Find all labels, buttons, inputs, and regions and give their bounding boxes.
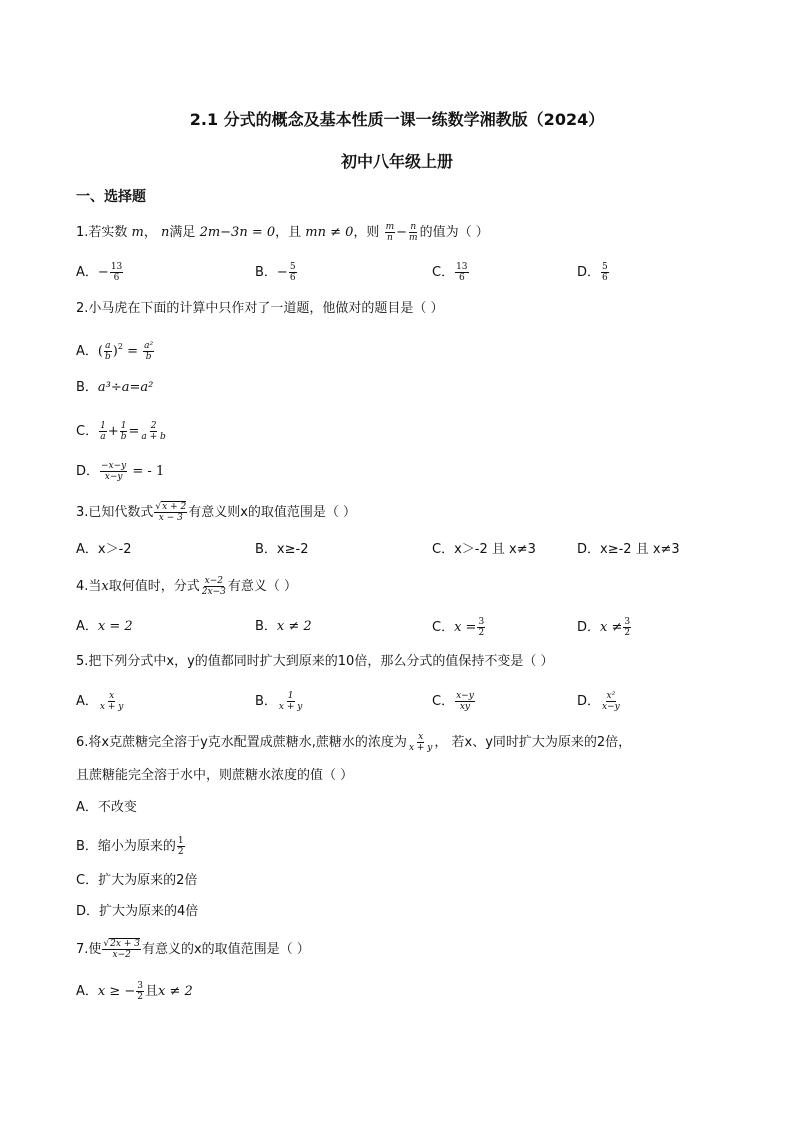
q4-option-a: A．x = 2 [76, 619, 133, 634]
question-7: 7.使 $\frac{√2x + 3}{x-2}$ 有意义的x的取值范围是（ ） [76, 939, 310, 960]
q1-option-a: A．− $\frac{13}{6}$ [76, 262, 123, 283]
question-4: 4.当x取何值时，分式 $\frac{x-2}{2x-3}$ 有意义（ ） [76, 576, 297, 597]
q4-option-b: B．x ≠ 2 [255, 619, 312, 634]
q1-condition: 2m−3n = 0 [199, 225, 276, 240]
q2-a-fraction: $\frac{a}{b}$ [104, 341, 111, 362]
q6-fraction: $\frac{x}{x + y}$ [408, 732, 433, 753]
q5-d-fraction: $\frac{\text{x²}}{x-y}$ [602, 691, 620, 712]
q3-option-b: B．x≥-2 [255, 542, 309, 557]
q2-d-fraction: $\frac{-x-y}{x-y}$ [101, 461, 127, 482]
q4-fraction: $\frac{x-2}{2x-3}$ [201, 576, 226, 597]
document-subtitle: 初中八年级上册 [340, 152, 453, 171]
q6-option-a: A．不改变 [76, 800, 137, 815]
q1-text-2: 满足 [169, 225, 196, 240]
question-6-line-2: 且蔗糖能完全溶于水中，则蔗糖水浓度的值（ ） [76, 768, 354, 783]
q7-fraction: $\frac{√2x + 3}{x-2}$ [103, 939, 140, 960]
q1-fraction-2: $\frac{n}{m}$ [409, 222, 418, 243]
q1-fraction-1: $\frac{m}{n}$ [385, 222, 395, 243]
q6-option-b: B．缩小为原来的 $\frac{1}{2}$ [76, 836, 184, 857]
q1-text-4: ，则 [353, 225, 380, 240]
q1-minus: − [396, 225, 408, 240]
q5-b-fraction: $\frac{1}{x + y}$ [278, 691, 303, 712]
q1-option-c: C． $\frac{13}{6}$ [432, 262, 468, 283]
q5-option-b: B． $\frac{1}{x + y}$ [255, 691, 303, 712]
q3-option-c: C．x＞-2 且 x≠3 [432, 542, 536, 557]
q1-var-m: m [131, 225, 144, 240]
q7-a-fraction: $\frac{3}{2}$ [137, 981, 144, 1002]
q1-condition-2: mn ≠ 0 [305, 225, 354, 240]
q3-option-a: A．x＞-2 [76, 542, 132, 557]
q6-b-fraction: $\frac{1}{2}$ [177, 836, 184, 857]
q2-option-c: C． $\frac{1}{a}$ + $\frac{1}{b}$ = $\frac{2}{a + b}$ [76, 421, 166, 442]
section-heading: 一、选择题 [76, 189, 146, 205]
q1-comma: ， [143, 225, 157, 240]
q5-option-d: D． $\frac{\text{x²}}{x-y}$ [577, 691, 620, 712]
q7-option-a: A．x ≥ − $\frac{3}{2}$ 且x ≠ 2 [76, 981, 193, 1002]
question-6: 6.将x克蔗糖完全溶于y克水配置成蔗糖水,蔗糖水的浓度为 $\frac{x}{x + y}$ ， 若x、y同时扩大为原来的2倍， [76, 732, 632, 753]
q2-c-fraction-2: $\frac{1}{b}$ [120, 421, 127, 442]
question-2: 2.小马虎在下面的计算中只作对了一道题，他做对的题目是（ ） [76, 301, 444, 316]
q2-option-b: B．a³÷a=a² [76, 380, 154, 395]
q5-c-fraction: $\frac{x-y}{xy}$ [456, 691, 474, 712]
q1-option-d-fraction: $\frac{5}{6}$ [602, 262, 608, 283]
q3-option-d: D．x≥-2 且 x≠3 [577, 542, 680, 557]
q2-c-result-fraction: $\frac{2}{a + b}$ [141, 421, 166, 442]
q4-d-fraction: $\frac{3}{2}$ [624, 617, 631, 638]
q2-a-result-fraction: $\frac{\text{a²}}{b}$ [144, 341, 154, 362]
question-5: 5.把下列分式中x，y的值都同时扩大到原来的10倍，那么分式的值保持不变是（ ） [76, 654, 554, 669]
q1-var-n: n [161, 225, 170, 240]
q5-a-fraction: $\frac{x}{x + y}$ [99, 691, 124, 712]
q1-option-d: D． $\frac{5}{6}$ [577, 262, 608, 283]
q6-option-c: C．扩大为原来的2倍 [76, 873, 198, 888]
q3-fraction: $\frac{√x + 2}{x - 3}$ [155, 502, 187, 523]
q1-option-c-fraction: $\frac{13}{6}$ [456, 262, 468, 283]
q4-option-d: D．x ≠ $\frac{3}{2}$ [577, 617, 631, 638]
q1-option-b: B．− $\frac{5}{6}$ [255, 262, 296, 283]
q4-option-c: C．x = $\frac{3}{2}$ [432, 617, 485, 638]
q1-option-a-fraction: $\frac{13}{6}$ [110, 262, 123, 283]
document-title: 2.1 分式的概念及基本性质一课一练数学湘教版（2024） [189, 110, 605, 129]
q1-text-5: 的值为（ ） [419, 225, 489, 240]
q5-option-a: A． $\frac{x}{x + y}$ [76, 691, 124, 712]
question-3: 3.已知代数式 $\frac{√x + 2}{x - 3}$ 有意义则x的取值范围是（ ） [76, 502, 357, 523]
q4-c-fraction: $\frac{3}{2}$ [478, 617, 485, 638]
q2-c-fraction-1: $\frac{1}{a}$ [100, 421, 106, 442]
q1-text: 1.若实数 [76, 225, 128, 240]
q6-option-d: D．扩大为原来的4倍 [76, 904, 199, 919]
q2-option-a: A．( $\frac{a}{b}$ )$^2$ = $\frac{\text{a²}}{b}$ [76, 341, 154, 362]
q5-option-c: C． $\frac{x-y}{xy}$ [432, 691, 474, 712]
q2-option-d: D． $\frac{-x-y}{x-y}$ = - 1 [76, 461, 165, 482]
q1-option-b-fraction: $\frac{5}{6}$ [289, 262, 296, 283]
q1-text-3: ，且 [275, 225, 302, 240]
question-1 [76, 222, 489, 243]
